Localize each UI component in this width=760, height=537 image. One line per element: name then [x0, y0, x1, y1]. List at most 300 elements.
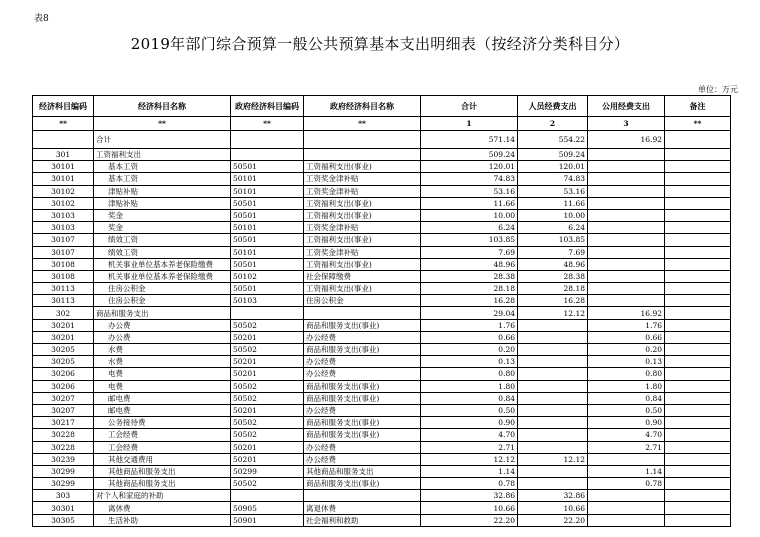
note-cell	[665, 404, 731, 416]
budget-table	[32, 95, 731, 527]
note-cell	[665, 307, 731, 319]
personnel-cell	[518, 441, 588, 453]
table-row	[33, 149, 731, 161]
code-cell: 30103	[33, 209, 94, 221]
personnel-cell: 74.83	[518, 173, 588, 185]
gov-name-cell: 工资奖金津补贴	[304, 222, 421, 234]
public-cell	[588, 197, 665, 209]
gov-code-cell	[231, 131, 304, 149]
total-cell: 29.04	[421, 307, 518, 319]
name-cell: 绩效工资	[94, 246, 231, 258]
gov-code-cell: 50501	[231, 283, 304, 295]
note-cell	[665, 246, 731, 258]
name-cell: 办公费	[94, 331, 231, 343]
personnel-cell: 6.24	[518, 222, 588, 234]
table-row	[33, 478, 731, 490]
note-cell	[665, 185, 731, 197]
code-cell: 30205	[33, 344, 94, 356]
gov-name-cell: 办公经费	[304, 356, 421, 368]
public-cell	[588, 161, 665, 173]
code-cell: 30102	[33, 197, 94, 209]
gov-code-cell: 50101	[231, 246, 304, 258]
total-cell: 103.85	[421, 234, 518, 246]
total-cell: 0.78	[421, 478, 518, 490]
note-cell	[665, 380, 731, 392]
gov-name-cell: 工资奖金津补贴	[304, 246, 421, 258]
gov-code-cell: 50201	[231, 404, 304, 416]
public-cell: 0.66	[588, 331, 665, 343]
personnel-cell: 11.66	[518, 197, 588, 209]
name-cell: 商品和服务支出	[94, 307, 231, 319]
total-cell: 1.76	[421, 319, 518, 331]
note-cell	[665, 478, 731, 490]
gov-name-cell: 住房公积金	[304, 295, 421, 307]
gov-name-cell: 办公经费	[304, 331, 421, 343]
total-cell: 0.80	[421, 368, 518, 380]
public-cell	[588, 222, 665, 234]
gov-name-cell: 社会福利和救助	[304, 514, 421, 526]
total-cell: 53.16	[421, 185, 518, 197]
gov-name-cell: 其他商品和服务支出	[304, 465, 421, 477]
name-cell: 电费	[94, 368, 231, 380]
personnel-cell: 28.38	[518, 270, 588, 282]
gov-code-cell: 50502	[231, 344, 304, 356]
personnel-cell: 10.00	[518, 209, 588, 221]
marker-cell: **	[33, 117, 94, 131]
header-cell: 经济科目编码	[33, 96, 94, 117]
gov-code-cell: 50901	[231, 514, 304, 526]
header-cell: 公用经费支出	[588, 96, 665, 117]
gov-name-cell: 商品和服务支出(事业)	[304, 380, 421, 392]
gov-code-cell: 50501	[231, 258, 304, 270]
code-cell: 30206	[33, 368, 94, 380]
total-cell: 16.28	[421, 295, 518, 307]
name-cell: 公务接待费	[94, 417, 231, 429]
total-cell: 48.96	[421, 258, 518, 270]
name-cell: 津贴补贴	[94, 197, 231, 209]
table-row	[33, 307, 731, 319]
name-cell: 工会经费	[94, 429, 231, 441]
table-row	[33, 417, 731, 429]
note-cell	[665, 429, 731, 441]
table-row	[33, 209, 731, 221]
personnel-cell: 12.12	[518, 307, 588, 319]
table-body	[33, 131, 731, 527]
page-title: 2019年部门综合预算一般公共预算基本支出明细表（按经济分类科目分）	[130, 35, 630, 53]
header-cell: 人员经费支出	[518, 96, 588, 117]
note-cell	[665, 356, 731, 368]
personnel-cell	[518, 380, 588, 392]
personnel-cell: 12.12	[518, 453, 588, 465]
total-cell: 11.66	[421, 197, 518, 209]
personnel-cell: 53.16	[518, 185, 588, 197]
gov-code-cell: 50501	[231, 209, 304, 221]
table-row	[33, 429, 731, 441]
header-cell: 经济科目名称	[94, 96, 231, 117]
public-cell: 1.14	[588, 465, 665, 477]
personnel-cell: 120.01	[518, 161, 588, 173]
public-cell: 1.80	[588, 380, 665, 392]
note-cell	[665, 502, 731, 514]
gov-code-cell: 50299	[231, 465, 304, 477]
gov-code-cell: 50201	[231, 356, 304, 368]
name-cell: 住房公积金	[94, 295, 231, 307]
name-cell: 基本工资	[94, 173, 231, 185]
public-cell	[588, 173, 665, 185]
code-cell: 30305	[33, 514, 94, 526]
gov-name-cell: 社会保障缴费	[304, 270, 421, 282]
total-cell: 0.90	[421, 417, 518, 429]
table-row	[33, 258, 731, 270]
total-cell: 509.24	[421, 149, 518, 161]
table-row	[33, 368, 731, 380]
gov-name-cell: 办公经费	[304, 404, 421, 416]
gov-name-cell: 商品和服务支出(事业)	[304, 417, 421, 429]
name-cell: 机关事业单位基本养老保险缴费	[94, 258, 231, 270]
marker-row	[33, 117, 731, 131]
personnel-cell	[518, 478, 588, 490]
total-cell: 28.18	[421, 283, 518, 295]
gov-name-cell: 办公经费	[304, 441, 421, 453]
table-row	[33, 295, 731, 307]
personnel-cell: 48.96	[518, 258, 588, 270]
gov-name-cell: 商品和服务支出(事业)	[304, 344, 421, 356]
public-cell: 16.92	[588, 307, 665, 319]
table-row	[33, 380, 731, 392]
name-cell: 工资福利支出	[94, 149, 231, 161]
public-cell	[588, 270, 665, 282]
public-cell: 4.70	[588, 429, 665, 441]
marker-cell: **	[665, 117, 731, 131]
total-row	[33, 131, 731, 149]
note-cell	[665, 331, 731, 343]
gov-code-cell: 50501	[231, 161, 304, 173]
public-cell: 16.92	[588, 131, 665, 149]
code-cell: 301	[33, 149, 94, 161]
public-cell: 0.78	[588, 478, 665, 490]
personnel-cell	[518, 429, 588, 441]
public-cell	[588, 209, 665, 221]
public-cell	[588, 514, 665, 526]
note-cell	[665, 344, 731, 356]
public-cell: 0.50	[588, 404, 665, 416]
marker-cell: **	[304, 117, 421, 131]
table-row	[33, 502, 731, 514]
note-cell	[665, 270, 731, 282]
total-cell: 22.20	[421, 514, 518, 526]
gov-code-cell: 50502	[231, 478, 304, 490]
table-row	[33, 319, 731, 331]
gov-code-cell: 50201	[231, 368, 304, 380]
public-cell	[588, 258, 665, 270]
total-cell: 0.66	[421, 331, 518, 343]
code-cell: 30107	[33, 234, 94, 246]
code-cell	[33, 131, 94, 149]
gov-name-cell	[304, 307, 421, 319]
personnel-cell	[518, 392, 588, 404]
total-cell: 1.14	[421, 465, 518, 477]
unit-label: 单位：万元	[698, 85, 738, 94]
note-cell	[665, 295, 731, 307]
total-cell: 0.20	[421, 344, 518, 356]
total-cell: 1.80	[421, 380, 518, 392]
table-row	[33, 197, 731, 209]
public-cell	[588, 453, 665, 465]
gov-code-cell: 50502	[231, 380, 304, 392]
gov-code-cell	[231, 490, 304, 502]
table-row	[33, 283, 731, 295]
public-cell: 0.80	[588, 368, 665, 380]
name-cell: 电费	[94, 380, 231, 392]
code-cell: 30217	[33, 417, 94, 429]
table-row	[33, 453, 731, 465]
public-cell: 0.13	[588, 356, 665, 368]
note-cell	[665, 131, 731, 149]
total-cell: 571.14	[421, 131, 518, 149]
personnel-cell: 10.66	[518, 502, 588, 514]
code-cell: 30239	[33, 453, 94, 465]
note-cell	[665, 453, 731, 465]
code-cell: 30228	[33, 441, 94, 453]
gov-name-cell	[304, 490, 421, 502]
page-label: 表8	[34, 14, 49, 24]
total-cell: 74.83	[421, 173, 518, 185]
total-cell: 32.86	[421, 490, 518, 502]
code-cell: 30206	[33, 380, 94, 392]
code-cell: 30108	[33, 258, 94, 270]
name-cell: 对个人和家庭的补助	[94, 490, 231, 502]
note-cell	[665, 222, 731, 234]
gov-name-cell: 商品和服务支出(事业)	[304, 392, 421, 404]
gov-code-cell	[231, 307, 304, 319]
gov-code-cell	[231, 149, 304, 161]
name-cell: 机关事业单位基本养老保险缴费	[94, 270, 231, 282]
header-cell: 备注	[665, 96, 731, 117]
public-cell: 2.71	[588, 441, 665, 453]
table-row	[33, 185, 731, 197]
gov-name-cell: 办公经费	[304, 453, 421, 465]
gov-code-cell: 50201	[231, 441, 304, 453]
note-cell	[665, 514, 731, 526]
gov-name-cell: 工资福利支出(事业)	[304, 234, 421, 246]
table-row	[33, 465, 731, 477]
total-cell: 0.50	[421, 404, 518, 416]
code-cell: 30201	[33, 319, 94, 331]
header-cell: 政府经济科目编码	[231, 96, 304, 117]
personnel-cell: 28.18	[518, 283, 588, 295]
code-cell: 30103	[33, 222, 94, 234]
gov-name-cell: 工资福利支出(事业)	[304, 161, 421, 173]
gov-name-cell: 商品和服务支出(事业)	[304, 478, 421, 490]
marker-cell: 2	[518, 117, 588, 131]
note-cell	[665, 490, 731, 502]
note-cell	[665, 197, 731, 209]
public-cell	[588, 490, 665, 502]
name-cell: 奖金	[94, 222, 231, 234]
code-cell: 30299	[33, 465, 94, 477]
public-cell: 0.20	[588, 344, 665, 356]
name-cell: 办公费	[94, 319, 231, 331]
name-cell: 其他商品和服务支出	[94, 478, 231, 490]
name-cell: 绩效工资	[94, 234, 231, 246]
personnel-cell: 32.86	[518, 490, 588, 502]
personnel-cell	[518, 331, 588, 343]
name-cell: 其他商品和服务支出	[94, 465, 231, 477]
table-row	[33, 344, 731, 356]
personnel-cell	[518, 344, 588, 356]
gov-name-cell: 商品和服务支出(事业)	[304, 319, 421, 331]
personnel-cell	[518, 417, 588, 429]
note-cell	[665, 173, 731, 185]
public-cell	[588, 502, 665, 514]
marker-cell: 1	[421, 117, 518, 131]
code-cell: 30102	[33, 185, 94, 197]
gov-code-cell: 50101	[231, 222, 304, 234]
public-cell	[588, 234, 665, 246]
note-cell	[665, 465, 731, 477]
gov-name-cell: 工资奖金津补贴	[304, 173, 421, 185]
note-cell	[665, 161, 731, 173]
gov-name-cell	[304, 149, 421, 161]
table-row	[33, 246, 731, 258]
public-cell: 0.90	[588, 417, 665, 429]
header-cell: 合计	[421, 96, 518, 117]
total-cell: 10.00	[421, 209, 518, 221]
public-cell	[588, 149, 665, 161]
gov-code-cell: 50101	[231, 185, 304, 197]
total-cell: 7.69	[421, 246, 518, 258]
gov-code-cell: 50501	[231, 234, 304, 246]
code-cell: 30207	[33, 392, 94, 404]
name-cell: 合计	[94, 131, 231, 149]
note-cell	[665, 149, 731, 161]
header-row	[33, 96, 731, 117]
gov-name-cell: 离退休费	[304, 502, 421, 514]
code-cell: 30101	[33, 173, 94, 185]
table-row	[33, 392, 731, 404]
gov-name-cell: 工资福利支出(事业)	[304, 258, 421, 270]
gov-code-cell: 50905	[231, 502, 304, 514]
personnel-cell: 16.28	[518, 295, 588, 307]
gov-name-cell: 工资奖金津补贴	[304, 185, 421, 197]
personnel-cell	[518, 404, 588, 416]
name-cell: 住房公积金	[94, 283, 231, 295]
personnel-cell: 7.69	[518, 246, 588, 258]
code-cell: 303	[33, 490, 94, 502]
code-cell: 30113	[33, 283, 94, 295]
personnel-cell: 22.20	[518, 514, 588, 526]
code-cell: 30207	[33, 404, 94, 416]
public-cell	[588, 283, 665, 295]
name-cell: 邮电费	[94, 404, 231, 416]
name-cell: 水费	[94, 344, 231, 356]
note-cell	[665, 392, 731, 404]
gov-name-cell	[304, 131, 421, 149]
note-cell	[665, 441, 731, 453]
total-cell: 6.24	[421, 222, 518, 234]
name-cell: 水费	[94, 356, 231, 368]
table-row	[33, 173, 731, 185]
marker-cell: **	[231, 117, 304, 131]
gov-code-cell: 50103	[231, 295, 304, 307]
total-cell: 4.70	[421, 429, 518, 441]
name-cell: 邮电费	[94, 392, 231, 404]
total-cell: 0.84	[421, 392, 518, 404]
table-row	[33, 490, 731, 502]
table-row	[33, 270, 731, 282]
public-cell	[588, 185, 665, 197]
code-cell: 30205	[33, 356, 94, 368]
note-cell	[665, 417, 731, 429]
gov-name-cell: 工资福利支出(事业)	[304, 283, 421, 295]
gov-name-cell: 办公经费	[304, 368, 421, 380]
table-row	[33, 222, 731, 234]
note-cell	[665, 319, 731, 331]
table-row	[33, 161, 731, 173]
total-cell: 2.71	[421, 441, 518, 453]
gov-code-cell: 50102	[231, 270, 304, 282]
gov-code-cell: 50101	[231, 173, 304, 185]
total-cell: 10.66	[421, 502, 518, 514]
gov-name-cell: 工资福利支出(事业)	[304, 209, 421, 221]
code-cell: 30101	[33, 161, 94, 173]
personnel-cell: 103.85	[518, 234, 588, 246]
gov-code-cell: 50501	[231, 197, 304, 209]
marker-cell: 3	[588, 117, 665, 131]
gov-code-cell: 50201	[231, 453, 304, 465]
personnel-cell: 509.24	[518, 149, 588, 161]
gov-code-cell: 50502	[231, 319, 304, 331]
name-cell: 其他交通费用	[94, 453, 231, 465]
code-cell: 302	[33, 307, 94, 319]
code-cell: 30299	[33, 478, 94, 490]
table-row	[33, 404, 731, 416]
table-row	[33, 514, 731, 526]
note-cell	[665, 258, 731, 270]
table-row	[33, 234, 731, 246]
note-cell	[665, 209, 731, 221]
gov-code-cell: 50201	[231, 331, 304, 343]
table-row	[33, 441, 731, 453]
personnel-cell: 554.22	[518, 131, 588, 149]
total-cell: 12.12	[421, 453, 518, 465]
total-cell: 28.38	[421, 270, 518, 282]
name-cell: 津贴补贴	[94, 185, 231, 197]
total-cell: 120.01	[421, 161, 518, 173]
name-cell: 基本工资	[94, 161, 231, 173]
gov-code-cell: 50502	[231, 429, 304, 441]
personnel-cell	[518, 356, 588, 368]
public-cell	[588, 295, 665, 307]
code-cell: 30113	[33, 295, 94, 307]
code-cell: 30228	[33, 429, 94, 441]
name-cell: 离休费	[94, 502, 231, 514]
public-cell: 1.76	[588, 319, 665, 331]
note-cell	[665, 234, 731, 246]
personnel-cell	[518, 319, 588, 331]
code-cell: 30107	[33, 246, 94, 258]
personnel-cell	[518, 465, 588, 477]
code-cell: 30301	[33, 502, 94, 514]
public-cell	[588, 246, 665, 258]
note-cell	[665, 283, 731, 295]
table-row	[33, 356, 731, 368]
public-cell: 0.84	[588, 392, 665, 404]
total-cell: 0.13	[421, 356, 518, 368]
name-cell: 奖金	[94, 209, 231, 221]
table-row	[33, 331, 731, 343]
code-cell: 30108	[33, 270, 94, 282]
